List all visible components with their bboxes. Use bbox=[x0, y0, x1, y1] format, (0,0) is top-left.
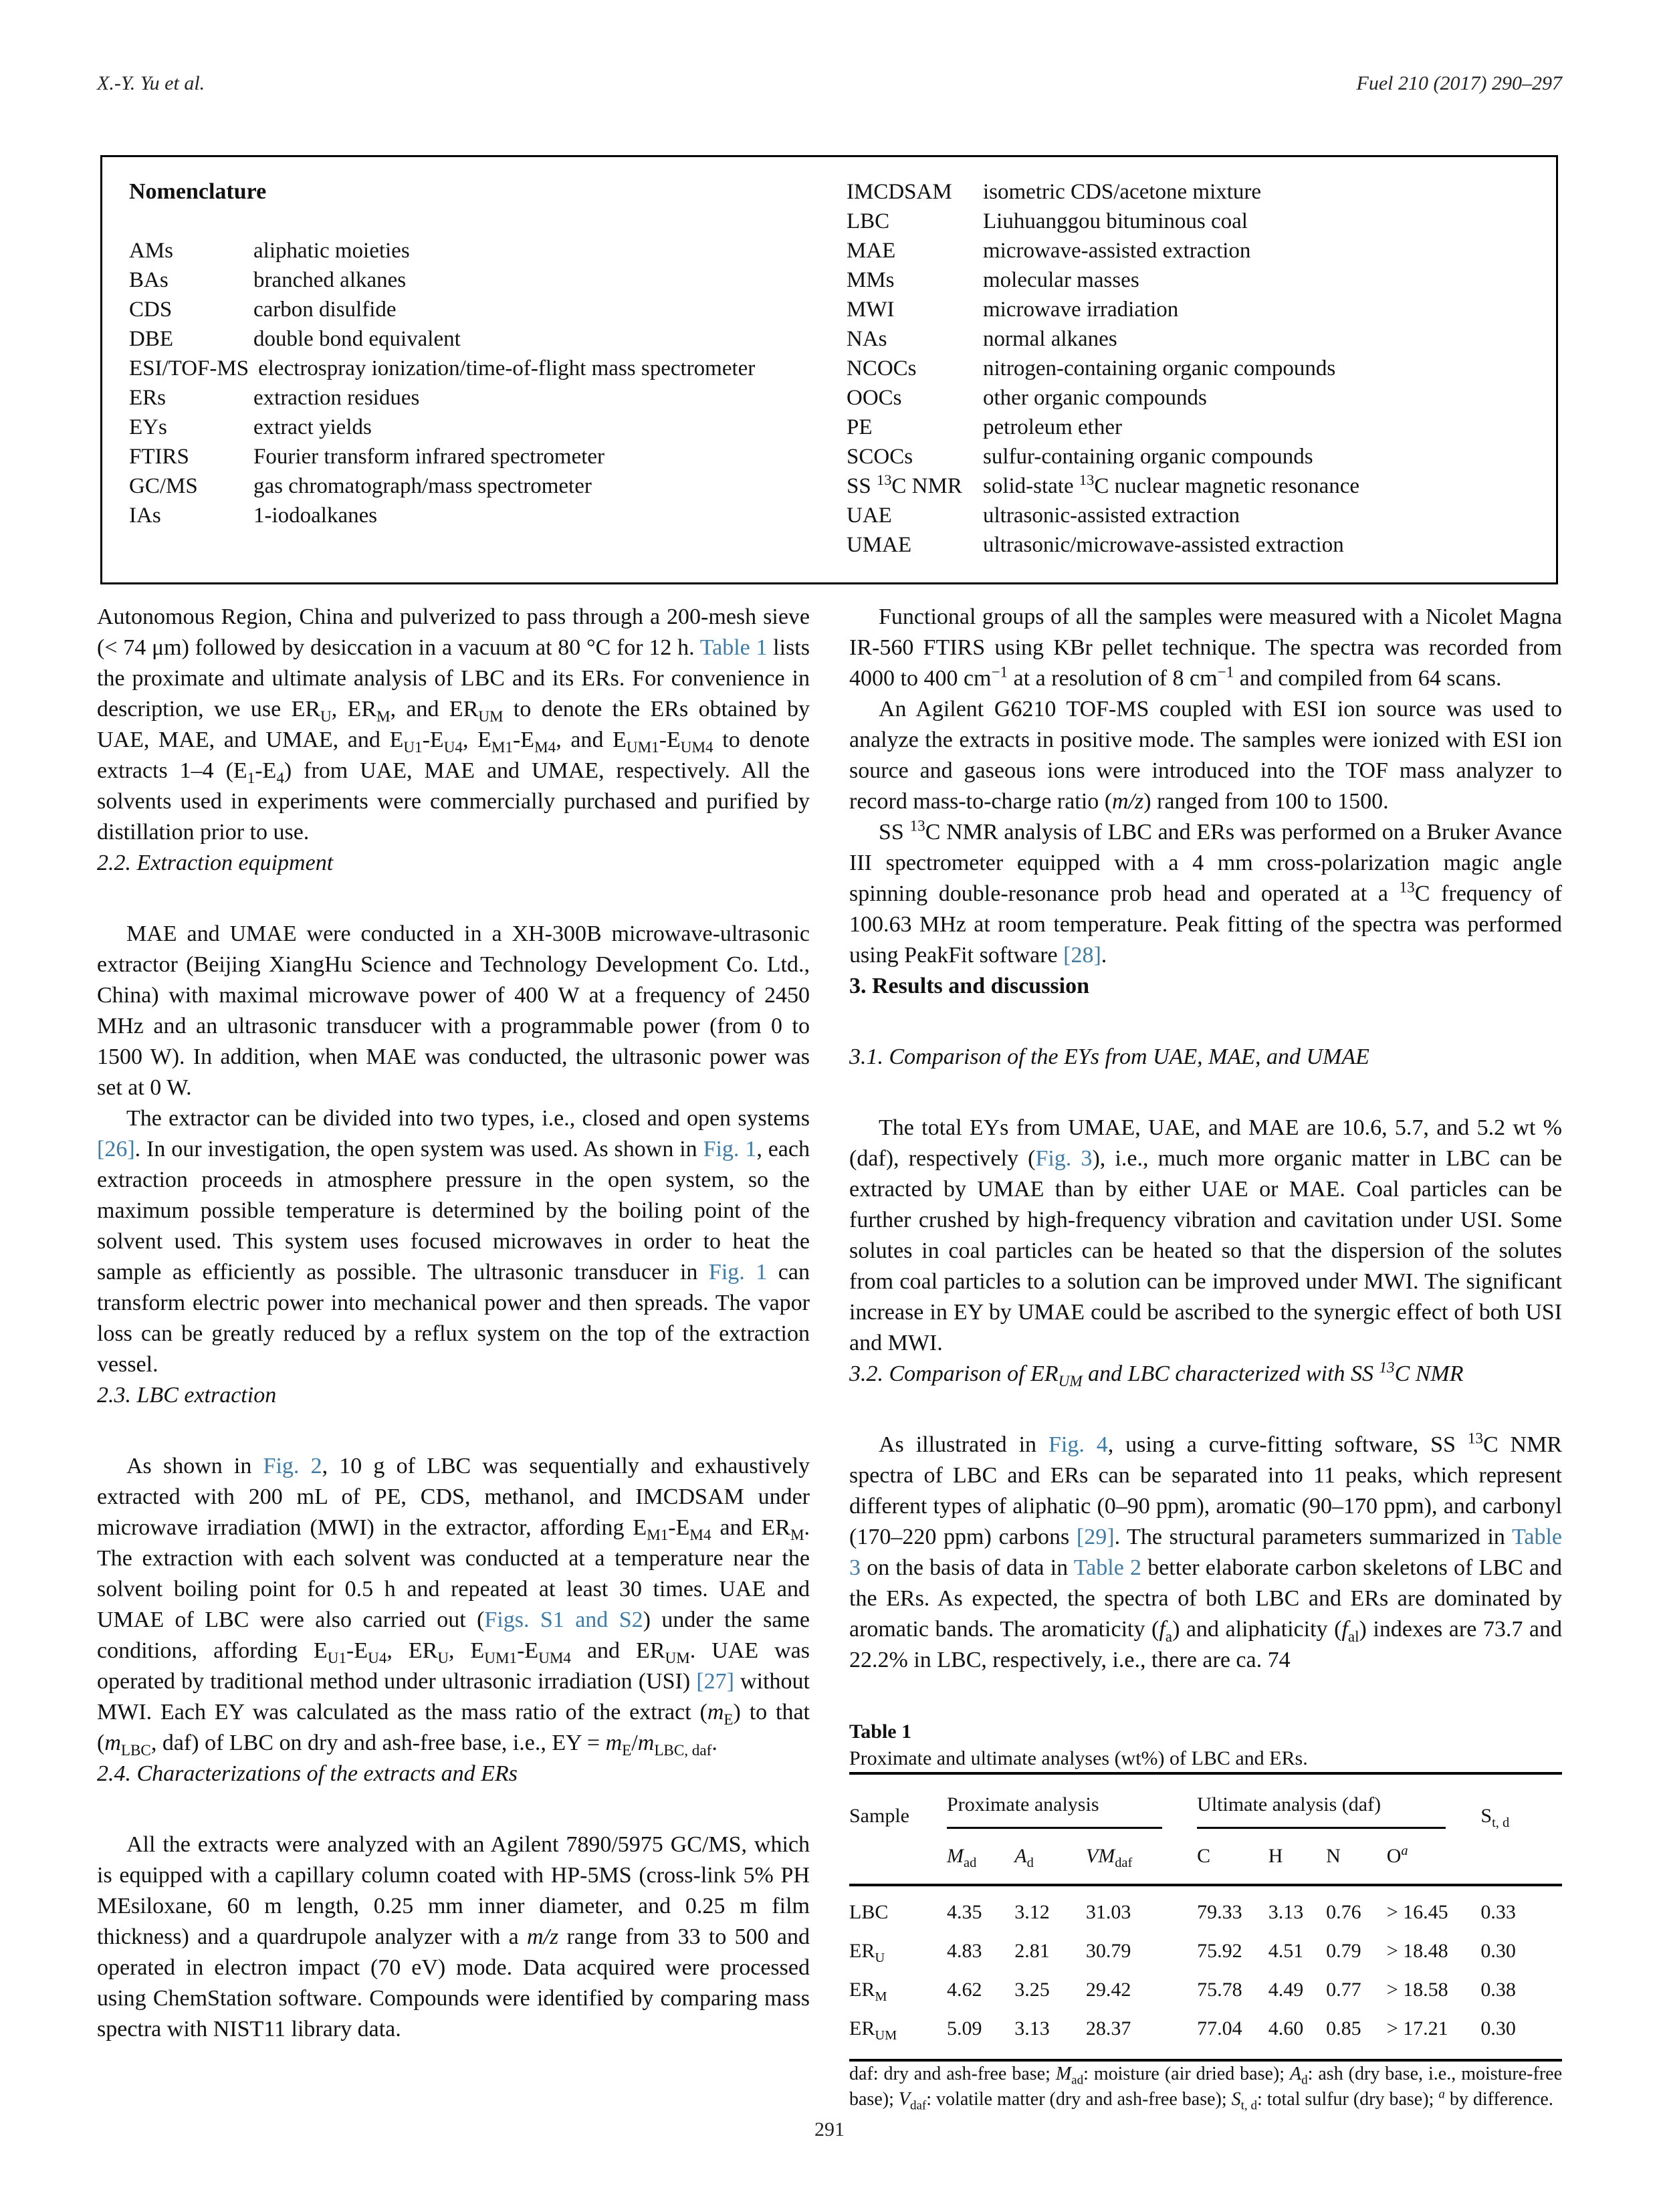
abbr: MMs bbox=[847, 268, 895, 292]
table1-col-header: $A_d$ bbox=[1014, 1832, 1086, 1885]
table1-cell: 4.51 bbox=[1268, 1940, 1304, 1962]
table1-cell: 0.38 bbox=[1480, 1979, 1516, 2001]
abbr: CDS bbox=[129, 298, 173, 322]
running-head bbox=[97, 72, 1562, 95]
nomenclature-entry bbox=[847, 442, 1529, 471]
table1-col-header: $M_{ad}$ bbox=[947, 1832, 1014, 1885]
definition: branched alkanes bbox=[253, 268, 407, 292]
paragraph: Autonomous Region, China and pulverized to pass through a 200-mesh sieve (< 74 μm) followed by desiccation in a vacuum at 80 °C for 12 h. Table 1 lists the proximate and ultimate analysis of LBC and its ERs. For convenience in description, we use $ER_U$, $ER_M$, and $ER_{UM}$ to denote the ERs obtained by UAE, MAE, and UMAE, and $E_{U1}-E_{U4}$, $E_{M1}-E_{M4}$, and $E_{UM1}-E_{UM4}$ to denote extracts 1–4 $(E_1-E_4)$ from UAE, MAE and UMAE, respectively. All the solvents used in experiments were commercially purchased and purified by distillation prior to use. bbox=[97, 604, 810, 845]
table1-cell: > 18.58 bbox=[1386, 1979, 1448, 2001]
definition: ultrasonic-assisted extraction bbox=[983, 504, 1240, 528]
page-number: 291 bbox=[814, 2118, 845, 2140]
table1-cell: 2.81 bbox=[1014, 1940, 1050, 1962]
definition: extract yields bbox=[253, 415, 372, 439]
left-text-column bbox=[97, 602, 810, 2045]
definition: carbon disulfide bbox=[253, 298, 397, 322]
table1-cell: $ER_U$ bbox=[849, 1940, 885, 1965]
section-heading-3-1: 3.1. Comparison of the EYs from UAE, MAE, and UMAE bbox=[849, 1044, 1369, 1069]
abbr: BAs bbox=[129, 268, 169, 292]
table1-cell: 4.49 bbox=[1268, 1979, 1304, 2001]
ref-29-link[interactable]: [29] bbox=[1076, 1525, 1115, 1549]
table1-cell: LBC bbox=[849, 1901, 889, 1923]
table-3-link[interactable]: Table 3 bbox=[849, 1525, 1562, 1580]
table1-cell: 0.77 bbox=[1326, 1979, 1361, 2001]
table1-cell: 4.60 bbox=[1268, 2017, 1304, 2039]
nomenclature-entry bbox=[129, 265, 829, 295]
paragraph: As illustrated in Fig. 4, using a curve-fitting software, SS $^{13}$C NMR spectra of LBC and ERs can be separated into 11 peaks, which represent different types of aliphatic (0–90 ppm), aromatic (90–170 ppm), and carbonyl (170–220 ppm) carbons [29]. The structural parameters summarized in Table 3 on the basis of data in Table 2 better elaborate carbon skeletons of LBC and the ERs. As expected, the spectra of both LBC and ERs are dominated by aromatic bands. The aromaticity $(f_a)$ and aliphaticity $(f_{al})$ indexes are 73.7 and 22.2% in LBC, respectively, i.e., there are ca. 74 bbox=[849, 1430, 1563, 1672]
table1-caption-text: Proximate and ultimate analyses (wt%) of LBC and ERs. bbox=[849, 1747, 1308, 1769]
section-heading-2-4: 2.4. Characterizations of the extracts and ERs bbox=[97, 1761, 518, 1786]
nomenclature-title: Nomenclature bbox=[129, 179, 267, 204]
table1-cell: 3.13 bbox=[1268, 1901, 1304, 1923]
ref-27-link[interactable]: [27] bbox=[696, 1669, 734, 1694]
table1-group-header-proximate: Proximate analysis bbox=[947, 1773, 1197, 1832]
nomenclature-entry bbox=[847, 207, 1529, 236]
nomenclature-entry bbox=[847, 471, 1529, 501]
fig-4-link[interactable]: Fig. 4 bbox=[1048, 1432, 1108, 1457]
abbr: PE bbox=[847, 415, 873, 439]
abbr: ESI/TOF-MS bbox=[129, 356, 249, 380]
nomenclature-left-column bbox=[129, 177, 829, 560]
table1-cell: 3.25 bbox=[1014, 1979, 1050, 2001]
definition: microwave irradiation bbox=[983, 298, 1179, 322]
paragraph: MAE and UMAE were conducted in a XH-300B microwave-ultrasonic extractor (Beijing XiangHu Science and Technology Development Co. Ltd., China) with maximal microwave power of 400 W at a frequency of 2450 MHz and an ultrasonic transducer with a programmable power (from 0 to 1500 W). In addition, when MAE was conducted, the ultrasonic power was set at 0 W. bbox=[97, 921, 810, 1100]
definition: molecular masses bbox=[983, 268, 1139, 292]
nomenclature-entry bbox=[129, 413, 829, 442]
table1-cell: $ER_M$ bbox=[849, 1979, 887, 2004]
definition: electrospray ionization/time-of-flight mass spectrometer bbox=[258, 356, 756, 380]
table1-cell: 79.33 bbox=[1197, 1901, 1242, 1923]
nomenclature-entry bbox=[129, 324, 829, 354]
table1-col-header: N bbox=[1326, 1832, 1387, 1885]
fig-1-link[interactable]: Fig. 1 bbox=[708, 1260, 768, 1285]
table1-cell: > 17.21 bbox=[1386, 2017, 1448, 2039]
table1-col-header: Sample bbox=[849, 1805, 909, 1827]
nomenclature-box bbox=[100, 155, 1558, 584]
table1-cell: 5.09 bbox=[947, 2017, 982, 2039]
definition: 1-iodoalkanes bbox=[253, 504, 378, 528]
right-text-column bbox=[849, 602, 1562, 2112]
nomenclature-entry bbox=[129, 236, 829, 265]
abbr: LBC bbox=[847, 209, 890, 233]
table1-cell: 77.04 bbox=[1197, 2017, 1242, 2039]
table1-block bbox=[849, 1719, 1562, 2112]
nomenclature-entry bbox=[129, 383, 829, 413]
ref-26-link[interactable]: [26] bbox=[97, 1137, 135, 1162]
nomenclature-entry bbox=[847, 530, 1529, 560]
table1-cell: 75.78 bbox=[1197, 1979, 1242, 2001]
nomenclature-entry bbox=[847, 177, 1529, 207]
paragraph: An Agilent G6210 TOF-MS coupled with ESI ion source was used to analyze the extracts in positive mode. The samples were ionized with ESI ion source and gaseous ions were introduced into the TOF mass analyzer to record mass-to-charge ratio (m/z) ranged from 100 to 1500. bbox=[849, 697, 1562, 814]
definition: isometric CDS/acetone mixture bbox=[983, 180, 1262, 204]
table1-cell: 30.79 bbox=[1085, 1940, 1131, 1962]
section-heading-3-2: 3.2. Comparison of $ER_{UM}$ and LBC characterized with SS $^{13}$C NMR bbox=[849, 1359, 1464, 1390]
abbr: NAs bbox=[847, 327, 887, 351]
nomenclature-entry bbox=[847, 354, 1529, 383]
nomenclature-right-column bbox=[829, 177, 1529, 560]
abbr: AMs bbox=[129, 239, 174, 263]
nomenclature-entry bbox=[847, 236, 1529, 265]
table1-cell: 31.03 bbox=[1085, 1901, 1131, 1923]
nomenclature-entry bbox=[129, 295, 829, 324]
table1-cell: 29.42 bbox=[1085, 1979, 1131, 2001]
table1-col-header: H bbox=[1268, 1832, 1326, 1885]
table-row bbox=[849, 1964, 1562, 2003]
paragraph: Functional groups of all the samples were measured with a Nicolet Magna IR-560 FTIRS using KBr pellet technique. The spectra was recorded from 4000 to 400 $cm^{-1}$ at a resolution of 8 $cm^{-1}$ and compiled from 64 scans. bbox=[849, 604, 1562, 691]
table1-col-header: $S_{t, d}$ bbox=[1480, 1805, 1510, 1830]
fig-3-link[interactable]: Fig. 3 bbox=[1035, 1146, 1093, 1171]
ref-28-link[interactable]: [28] bbox=[1063, 943, 1101, 968]
table1-cell: > 18.48 bbox=[1386, 1940, 1448, 1962]
nomenclature-entry bbox=[847, 324, 1529, 354]
fig-1-link[interactable]: Fig. 1 bbox=[703, 1137, 757, 1162]
definition: extraction residues bbox=[253, 386, 420, 410]
abbr: UAE bbox=[847, 504, 892, 528]
table1-cell: 4.35 bbox=[947, 1901, 982, 1923]
abbr: NCOCs bbox=[847, 356, 917, 380]
table1-col-header bbox=[849, 1832, 947, 1885]
table1-col-header: $VM_{daf}$ bbox=[1086, 1832, 1197, 1885]
table1-cell: 4.62 bbox=[947, 1979, 982, 2001]
abbr: IAs bbox=[129, 504, 161, 528]
nomenclature-entry bbox=[129, 501, 829, 530]
abbr: SCOCs bbox=[847, 445, 913, 469]
definition: petroleum ether bbox=[983, 415, 1122, 439]
table1-cell: 0.76 bbox=[1326, 1901, 1361, 1923]
table1-cell: 0.30 bbox=[1480, 1940, 1516, 1962]
paragraph: SS $^{13}$C NMR analysis of LBC and ERs was performed on a Bruker Avance III spectrometer equipped with a 4 mm cross-polarization magic angle spinning double-resonance prob head and operated at a $^{13}$C frequency of 100.63 MHz at room temperature. Peak fitting of the spectra was performed using PeakFit software [28]. bbox=[849, 817, 1562, 968]
paragraph: All the extracts were analyzed with an Agilent 7890/5975 GC/MS, which is equipped with a capillary column coated with HP-5MS (cross-link 5% PH MEsiloxane, 60 m length, 0.25 mm inner diameter, and 0.25 m film thickness) and a quardrupole analyzer with a m/z range from 33 to 500 and operated in electron impact (70 eV) mode. Data acquired were processed using ChemStation software. Compounds were identified by comparing mass spectra with NIST11 library data. bbox=[97, 1832, 810, 2041]
table1-cell: 0.79 bbox=[1326, 1940, 1361, 1962]
definition: microwave-assisted extraction bbox=[983, 239, 1251, 263]
definition: aliphatic moieties bbox=[253, 239, 410, 263]
definition: nitrogen-containing organic compounds bbox=[983, 356, 1336, 380]
table1-cell: 75.92 bbox=[1197, 1940, 1242, 1962]
table1-col-header: $O^a$ bbox=[1387, 1832, 1481, 1885]
definition: sulfur-containing organic compounds bbox=[983, 445, 1313, 469]
table1-cell: 4.83 bbox=[947, 1940, 982, 1962]
paragraph: As shown in Fig. 2, 10 g of LBC was sequentially and exhaustively extracted with 200 mL of PE, CDS, methanol, and IMCDSAM under microwave irradiation (MWI) in the extractor, affording $E_{M1}-E_{M4}$ and $ER_M$. The extraction with each solvent was conducted at a temperature near the solvent boiling point for 0.5 h and repeated at least 30 times. UAE and UMAE of LBC were also carried out (Figs. S1 and S2) under the same conditions, affording $E_{U1}-E_{U4}$, $ER_U$, $E_{UM1}-E_{UM4}$ and $ER_{UM}$. UAE was operated by traditional method under ultrasonic irradiation (USI) [27] without MWI. Each EY was calculated as the mass ratio of the extract $(m_E)$ to that ($m_{LBC}$, daf) of LBC on dry and ash-free base, i.e., EY = $m_E/m_{LBC, daf}$. bbox=[97, 1454, 810, 1759]
table1-footnote: daf: dry and ash-free base; $M_{ad}$: moisture (air dried base); $A_d$: ash (dry base, i.e., moisture-free base); $V_{daf}$: volatile matter (dry and ash-free base); $S_{t, d}$: total sulfur (dry base); $^a$ by difference. bbox=[849, 2064, 1563, 2113]
abbr: ERs bbox=[129, 386, 167, 410]
abbr: OOCs bbox=[847, 386, 902, 410]
section-heading-2-3: 2.3. LBC extraction bbox=[97, 1383, 277, 1408]
table1-cell: > 16.45 bbox=[1386, 1901, 1448, 1923]
figs-s1-s2-link[interactable]: Figs. S1 and S2 bbox=[484, 1608, 643, 1632]
table-2-link[interactable]: Table 2 bbox=[1073, 1555, 1141, 1580]
table1-col-header bbox=[1480, 1832, 1562, 1885]
table1-cell: $ER_{UM}$ bbox=[849, 2017, 897, 2043]
definition: other organic compounds bbox=[983, 386, 1207, 410]
nomenclature-entry bbox=[847, 383, 1529, 413]
abbr: IMCDSAM bbox=[847, 180, 952, 204]
definition: Fourier transform infrared spectrometer bbox=[253, 445, 605, 469]
table1-cell: 3.12 bbox=[1014, 1901, 1050, 1923]
abbr: UMAE bbox=[847, 533, 912, 557]
abbr: MWI bbox=[847, 298, 895, 322]
table1-cell: 0.33 bbox=[1480, 1901, 1516, 1923]
section-heading-3: 3. Results and discussion bbox=[849, 974, 1090, 998]
table-1-link[interactable]: Table 1 bbox=[699, 635, 768, 660]
nomenclature-entry bbox=[129, 471, 829, 501]
fig-2-link[interactable]: Fig. 2 bbox=[263, 1454, 322, 1478]
abbr: MAE bbox=[847, 239, 896, 263]
nomenclature-entry bbox=[847, 413, 1529, 442]
paragraph: The total EYs from UMAE, UAE, and MAE are 10.6, 5.7, and 5.2 wt % (daf), respectively (Fig. 3), i.e., much more organic matter in LBC can be extracted by UMAE than by either UAE or MAE. Coal particles can be further crushed by high-frequency vibration and cavitation under USI. Some solutes in coal particles can be heated so that the dispersion of the solutes from coal particles to a solution can be improved under MWI. The significant increase in EY by UMAE could be ascribed to the synergic effect of both USI and MWI. bbox=[849, 1115, 1563, 1355]
table1 bbox=[849, 1772, 1562, 2062]
nomenclature-entry bbox=[129, 442, 829, 471]
table1-caption bbox=[849, 1719, 1562, 1772]
nomenclature-entry bbox=[847, 501, 1529, 530]
nomenclature-entry bbox=[847, 295, 1529, 324]
nomenclature-entry bbox=[847, 265, 1529, 295]
abbr: GC/MS bbox=[129, 474, 198, 498]
table-row bbox=[849, 1885, 1562, 1925]
table1-cell: 3.13 bbox=[1014, 2017, 1050, 2039]
table1-cell: 0.85 bbox=[1326, 2017, 1361, 2039]
table1-group-header-ultimate: Ultimate analysis (daf) bbox=[1197, 1773, 1480, 1832]
table1-cell: 0.30 bbox=[1480, 2017, 1516, 2039]
table1-col-header: C bbox=[1197, 1832, 1268, 1885]
abbr: FTIRS bbox=[129, 445, 189, 469]
abbr: SS $^{13}$C NMR bbox=[847, 471, 962, 498]
nomenclature-entry bbox=[129, 354, 829, 383]
definition: Liuhuanggou bituminous coal bbox=[983, 209, 1248, 233]
definition: solid-state $^{13}$C nuclear magnetic resonance bbox=[983, 471, 1360, 498]
abbr: EYs bbox=[129, 415, 167, 439]
running-head-authors: X.-Y. Yu et al. bbox=[97, 72, 205, 94]
table1-cell: 28.37 bbox=[1085, 2017, 1131, 2039]
definition: gas chromatograph/mass spectrometer bbox=[253, 474, 592, 498]
table1-label: Table 1 bbox=[849, 1721, 912, 1743]
paragraph: The extractor can be divided into two types, i.e., closed and open systems [26]. In our investigation, the open system was used. As shown in Fig. 1, each extraction proceeds in atmosphere pressure in the open system, so the maximum possible temperature is determined by the boiling point of the solvent used. This system uses focused microwaves in order to heat the sample as efficiently as possible. The ultrasonic transducer in Fig. 1 can transform electric power into mechanical power and then spreads. The vapor loss can be greatly reduced by a reflux system on the top of the extraction vessel. bbox=[97, 1106, 810, 1377]
definition: ultrasonic/microwave-assisted extraction bbox=[983, 533, 1344, 557]
abbr: DBE bbox=[129, 327, 173, 351]
definition: normal alkanes bbox=[983, 327, 1117, 351]
definition: double bond equivalent bbox=[253, 327, 461, 351]
section-heading-2-2: 2.2. Extraction equipment bbox=[97, 851, 334, 875]
table-row bbox=[849, 2003, 1562, 2060]
running-head-journal: Fuel 210 (2017) 290–297 bbox=[1356, 72, 1562, 94]
table-row bbox=[849, 1925, 1562, 1964]
